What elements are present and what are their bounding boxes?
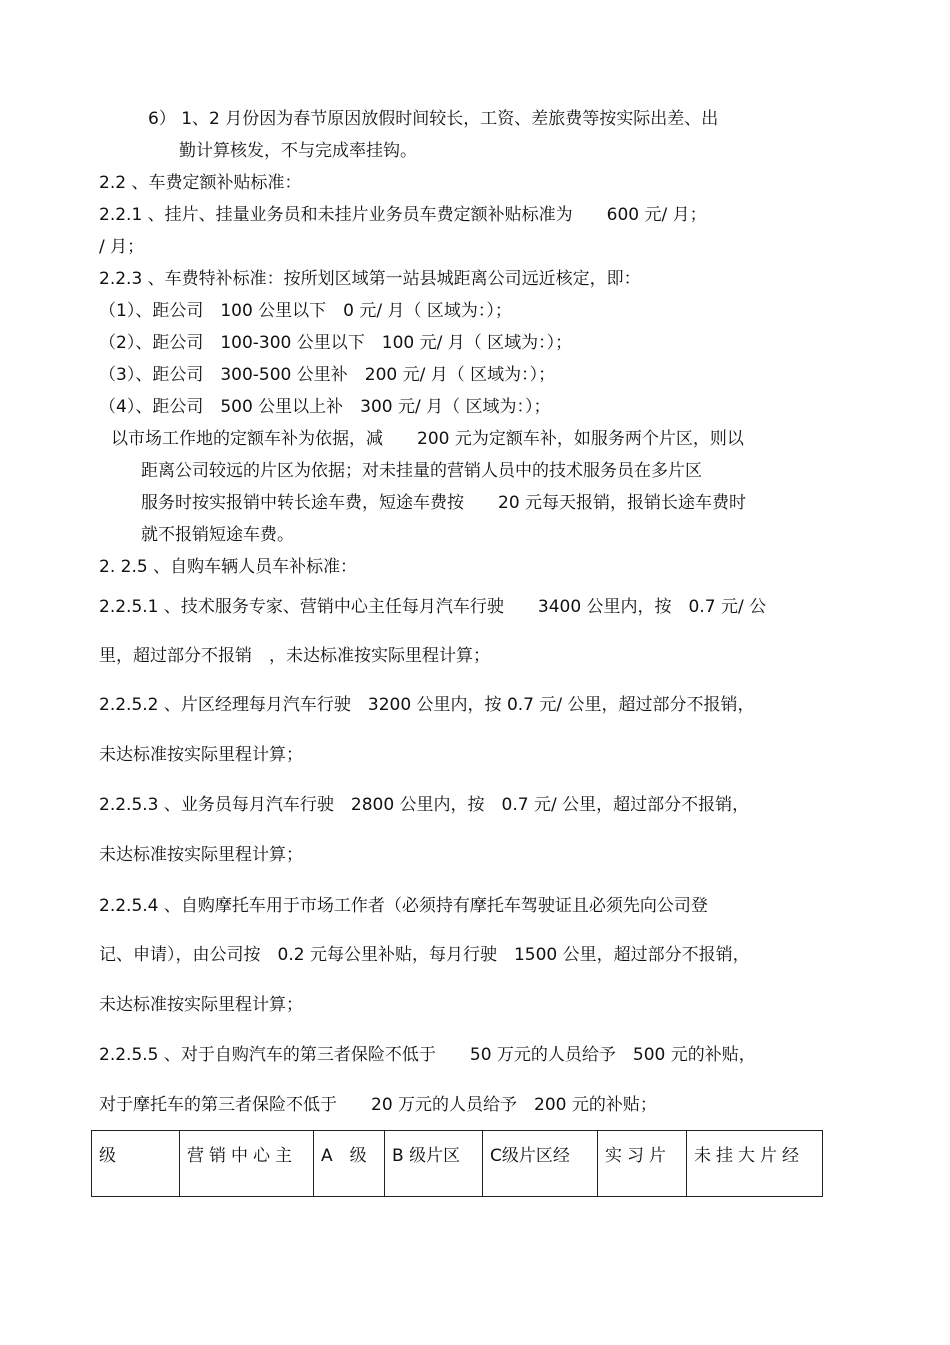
text-line: 距离公司较远的片区为依据；对未挂量的营销人员中的技术服务员在多片区 (141, 461, 702, 481)
list-item: （4）、距公司 500 公里以上补 300 元/ 月（ 区域为：）； (99, 397, 551, 417)
text-line: 未达标准按实际里程计算； (99, 995, 303, 1015)
list-item: （3）、距公司 300-500 公里补 200 元/ 月（ 区域为：）； (99, 365, 556, 385)
text-line: 未达标准按实际里程计算； (99, 745, 303, 765)
text-line: 6） 1、2 月份因为春节原因放假时间较长，工资、差旅费等按实际出差、出 (148, 109, 719, 129)
text-line: 2.2.1 、挂片、挂量业务员和未挂片业务员车费定额补贴标准为 600 元/ 月； (99, 205, 707, 225)
text-line: 2.2.5.2 、片区经理每月汽车行驶 3200 公里内，按 0.7 元/ 公里，超过部分不报销， (99, 695, 755, 715)
table-header-cell: A 级 (314, 1131, 385, 1197)
table-header-cell: 实习片 (598, 1131, 687, 1197)
text-line: 2.2.5.5 、对于自购汽车的第三者保险不低于 50 万元的人员给予 500 元的补贴， (99, 1045, 756, 1065)
section-heading: 2.2 、车费定额补贴标准： (99, 173, 302, 193)
text-line: 对于摩托车的第三者保险不低于 20 万元的人员给予 200 元的补贴； (99, 1095, 657, 1115)
table-header-cell: C级片区经 (483, 1131, 598, 1197)
list-item: （2）、距公司 100-300 公里以下 100 元/ 月（ 区域为：）； (99, 333, 573, 353)
text-line: 2.2.3 、车费特补标准：按所划区域第一站县城距离公司远近核定，即： (99, 269, 641, 289)
table-header-cell: 未挂大片经 (687, 1131, 823, 1197)
subsidy-table (91, 1130, 823, 1197)
text-line: / 月； (99, 237, 145, 257)
table-header-cell: B 级片区 (385, 1131, 483, 1197)
table-header-cell: 营销中心主 (180, 1131, 314, 1197)
text-line: 里，超过部分不报销 ，未达标准按实际里程计算； (99, 646, 490, 666)
text-line: 服务时按实报销中转长途车费，短途车费按 20 元每天报销，报销长途车费时 (141, 493, 747, 513)
text-line: 2.2.5.1 、技术服务专家、营销中心主任每月汽车行驶 3400 公里内，按 0.7 元/ 公 (99, 597, 767, 617)
text-line: 以市场工作地的定额车补为依据，减 200 元为定额车补，如服务两个片区，则以 (111, 429, 744, 449)
text-line: 2.2.5.3 、业务员每月汽车行驶 2800 公里内，按 0.7 元/ 公里，超过部分不报销， (99, 795, 750, 815)
table-header-row (92, 1131, 823, 1197)
text-line: 勤计算核发，不与完成率挂钩。 (179, 141, 417, 161)
text-line: 记、申请），由公司按 0.2 元每公里补贴，每月行驶 1500 公里，超过部分不报销， (99, 945, 750, 965)
section-heading: 2. 2.5 、自购车辆人员车补标准： (99, 557, 358, 577)
text-line: 就不报销短途车费。 (141, 525, 294, 545)
table-header-cell: 级 (92, 1131, 180, 1197)
text-line: 未达标准按实际里程计算； (99, 845, 303, 865)
list-item: （1）、距公司 100 公里以下 0 元/ 月（ 区域为：）； (99, 301, 512, 321)
text-line: 2.2.5.4 、自购摩托车用于市场工作者（必须持有摩托车驾驶证且必须先向公司登 (99, 896, 708, 916)
